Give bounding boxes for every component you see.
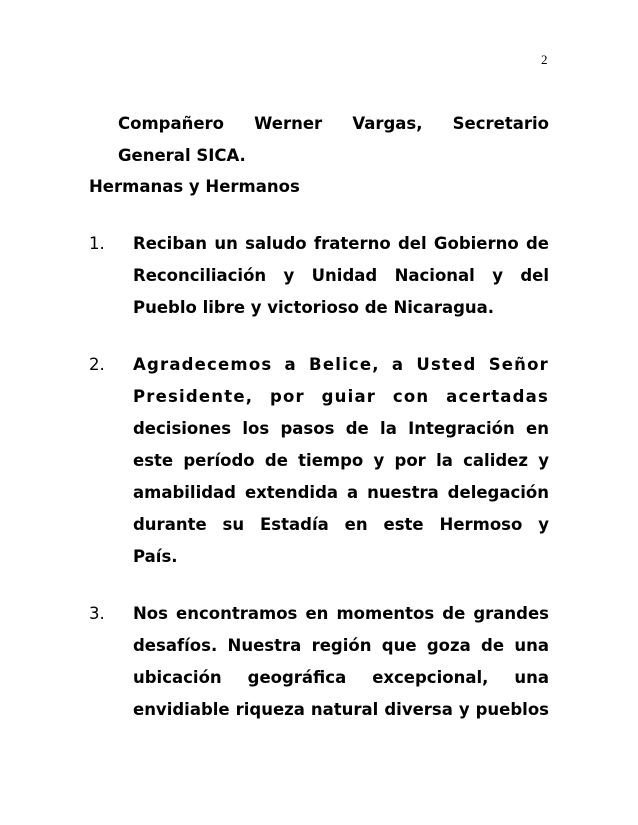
salutation: Hermanas y Hermanos <box>89 177 300 196</box>
list-item-line: Nos encontramos en momentos de grandes <box>133 604 549 623</box>
list-item-number: 3. <box>89 604 105 623</box>
list-item-number: 2. <box>89 355 105 374</box>
list-item-number: 1. <box>89 234 105 253</box>
list-item-line: decisiones los pasos de la Integración en <box>133 419 549 438</box>
list-item-line: durante su Estadía en este Hermoso y <box>133 515 549 534</box>
list-item-line: Presidente, por guiar con acertadas <box>133 387 549 406</box>
list-item-line: Pueblo libre y victorioso de Nicaragua. <box>133 298 495 317</box>
list-item-line: desafíos. Nuestra región que goza de una <box>133 636 549 655</box>
list-item-line: ubicación geográfica excepcional, una <box>133 668 549 687</box>
list-item-line: Agradecemos a Belice, a Usted Señor <box>133 355 549 374</box>
list-item-line: envidiable riqueza natural diversa y pueblos <box>133 700 549 719</box>
list-item-line: Reciban un saludo fraterno del Gobierno de <box>133 234 549 253</box>
list-item-line: País. <box>133 547 178 566</box>
list-item-line: Reconciliación y Unidad Nacional y del <box>133 266 549 285</box>
page-number: 2 <box>541 52 548 67</box>
list-item-line: amabilidad extendida a nuestra delegación <box>133 483 549 502</box>
greeting-line: Compañero Werner Vargas, Secretario <box>118 114 549 133</box>
greeting-line: General SICA. <box>118 146 246 165</box>
list-item-line: este período de tiempo y por la calidez y <box>133 451 549 470</box>
